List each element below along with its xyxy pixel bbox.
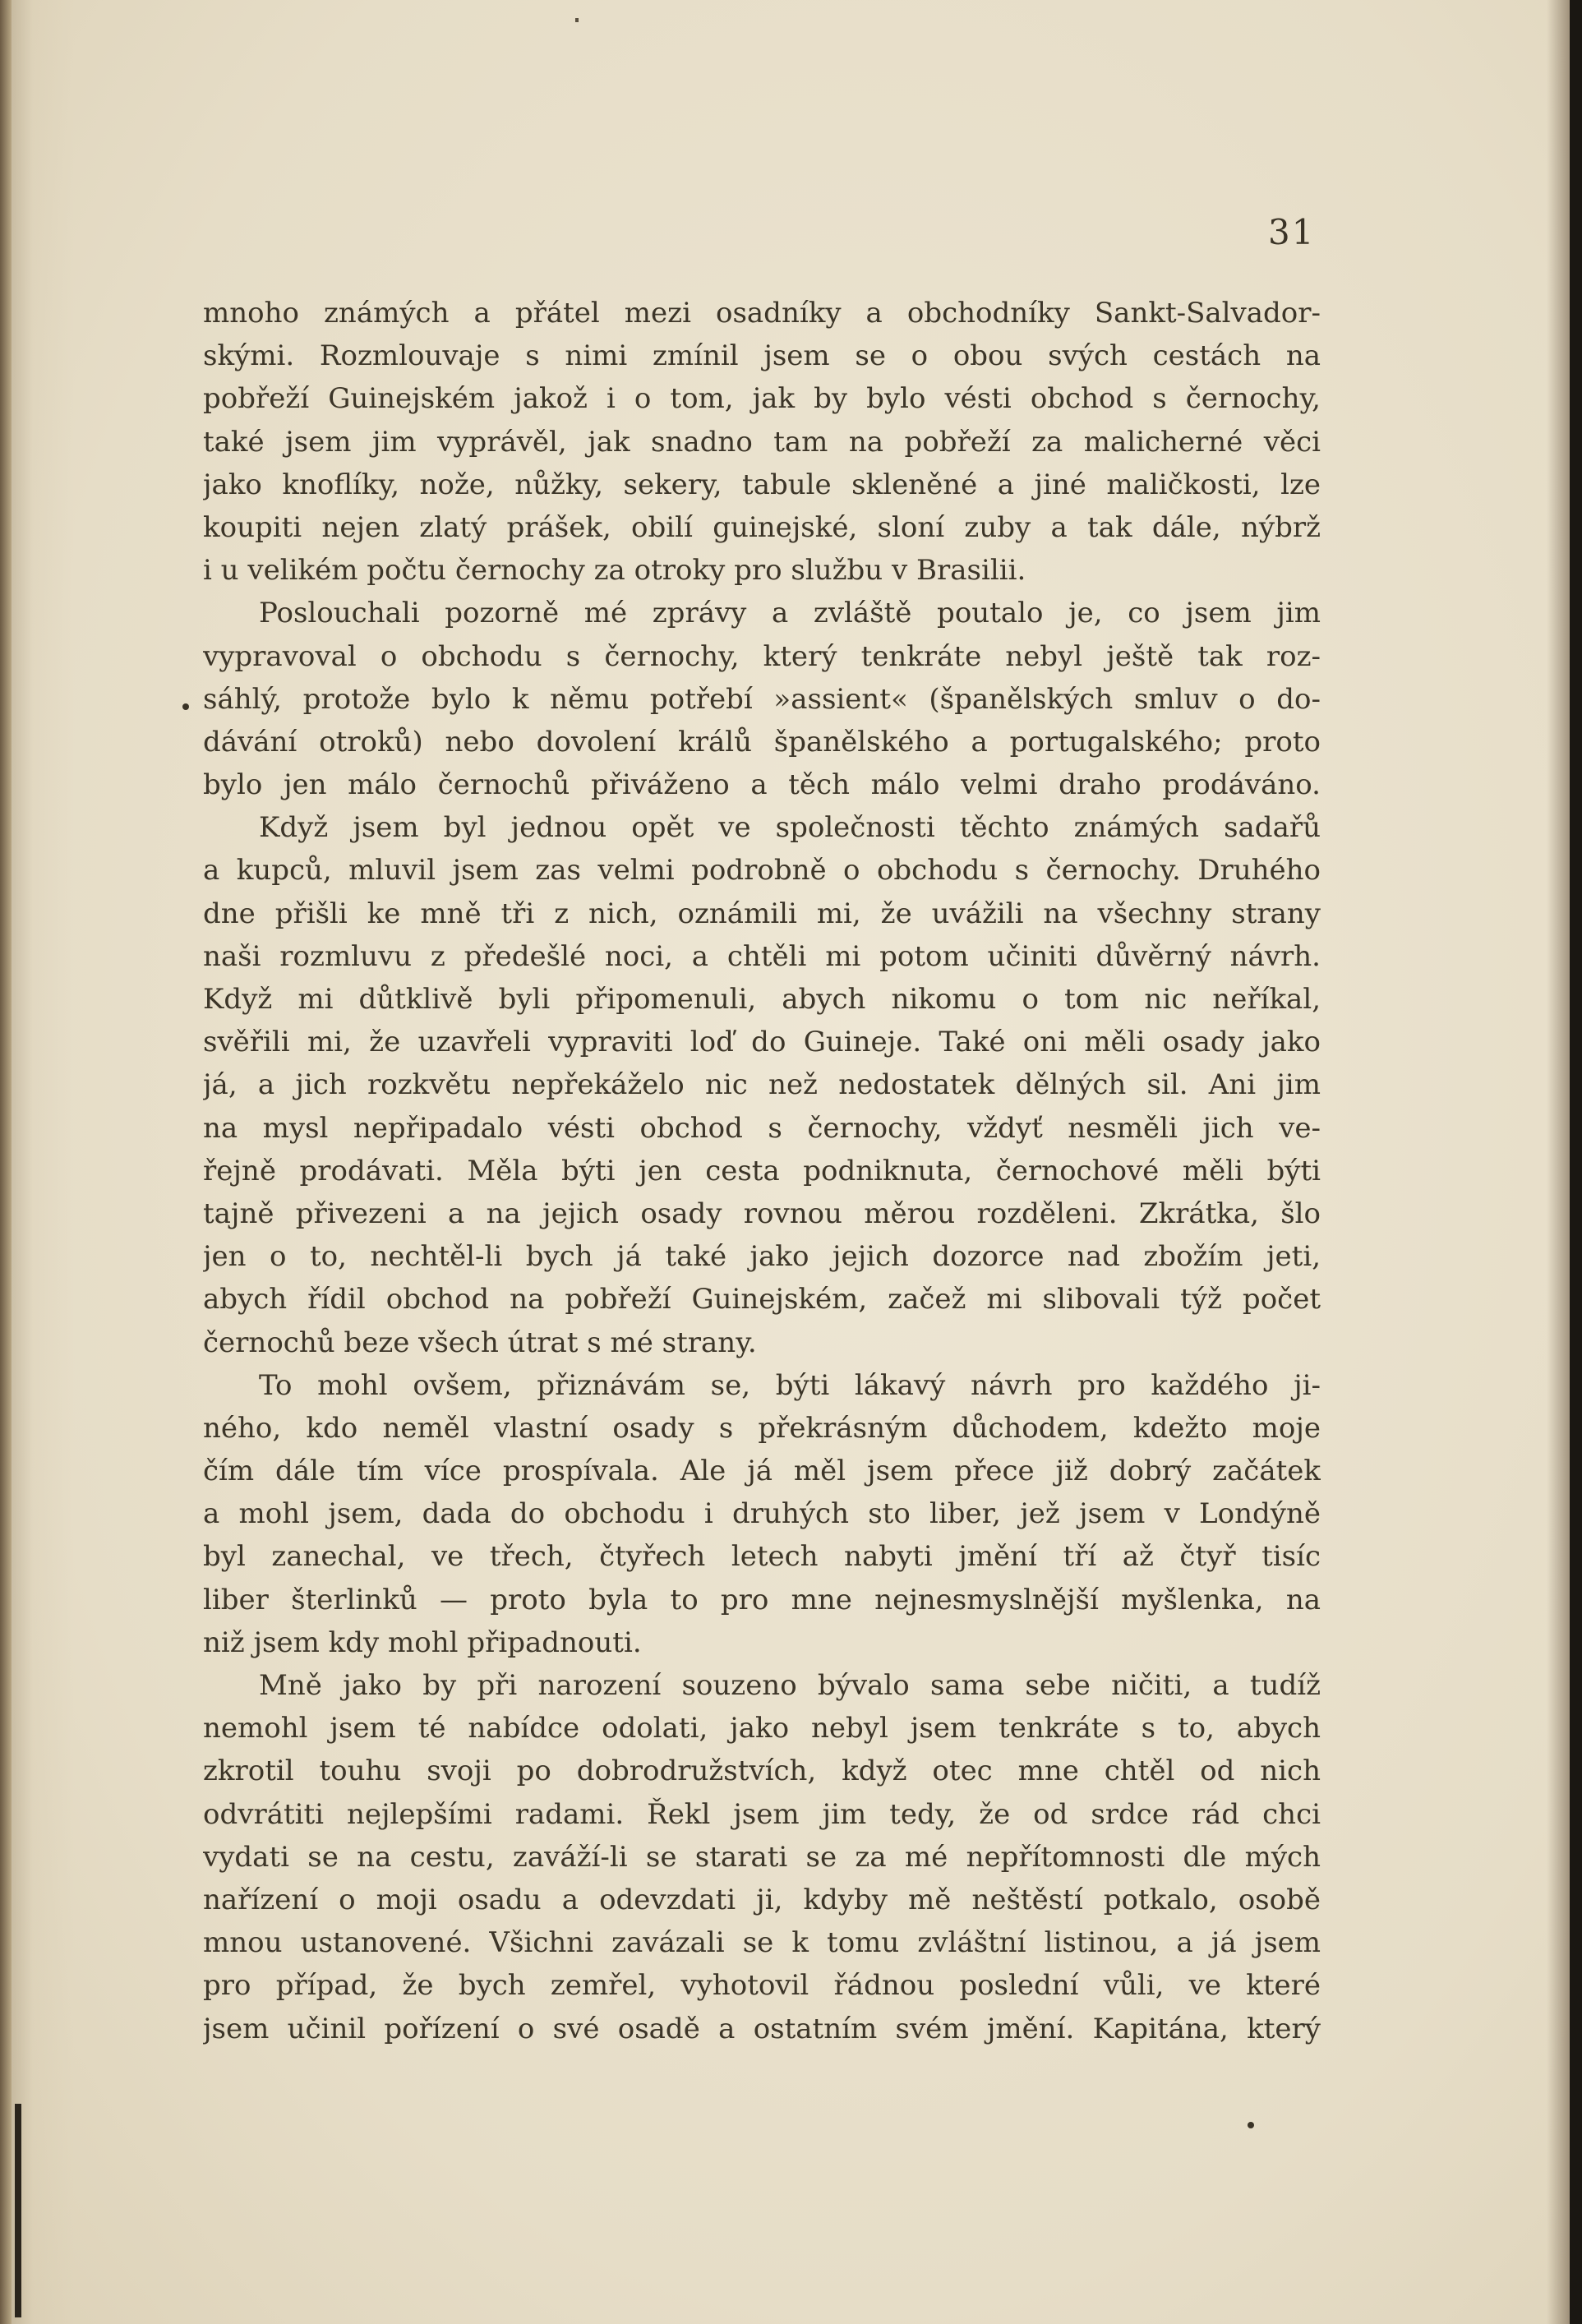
ink-speck xyxy=(182,703,189,710)
text-line: vypravoval o obchodu s černochy, který tenkráte nebyl ještě tak roz- xyxy=(203,639,1321,673)
text-line: černochů beze všech útrat s mé strany. xyxy=(203,1326,757,1359)
text-line: mnou ustanovené. Všichni zavázali se k tomu zvláštní listinou, a já jsem xyxy=(203,1926,1321,1960)
ink-speck xyxy=(1248,2122,1254,2128)
text-line: jen o to, nechtěl-li bych já také jako jejich dozorce nad zbožím jeti, xyxy=(203,1240,1321,1274)
text-line: nemohl jsem té nabídce odolati, jako nebyl jsem tenkráte s to, abych xyxy=(203,1712,1321,1745)
text-line: jsem učinil pořízení o své osadě a ostatním svém jmění. Kapitána, který xyxy=(203,2012,1321,2045)
text-line: zkrotil touhu svoji po dobrodružstvích, když otec mne chtěl od nich xyxy=(203,1755,1321,1788)
text-line: bylo jen málo černochů přiváženo a těch málo velmi draho prodáváno. xyxy=(203,768,1321,802)
text-line: Mně jako by při narození souzeno bývalo sama sebe ničiti, a tudíž xyxy=(259,1669,1321,1702)
text-line: pro případ, že bych zemřel, vyhotovil řádnou poslední vůli, ve které xyxy=(203,1969,1321,2003)
text-line: odvrátiti nejlepšími radami. Řekl jsem jim tedy, že od srdce rád chci xyxy=(203,1797,1321,1831)
text-line: sáhlý, protože bylo k němu potřebí »assient« (španělských smluv o do- xyxy=(203,682,1321,716)
text-line: dne přišli ke mně tři z nich, oznámili mi, že uvážili na všechny strany xyxy=(203,897,1321,930)
text-line: vydati se na cestu, zaváží-li se starati se za mé nepřítomnosti dle mých xyxy=(203,1840,1321,1874)
text-line: ného, kdo neměl vlastní osady s překrásným důchodem, kdežto moje xyxy=(203,1411,1321,1445)
print-speck xyxy=(575,18,579,22)
text-line: Když jsem byl jednou opět ve společnosti těchto známých sadařů xyxy=(259,811,1321,845)
text-line: koupiti nejen zlatý prášek, obilí guinejské, sloní zuby a tak dále, nýbrž xyxy=(203,510,1321,544)
text-line: i u velikém počtu černochy za otroky pro službu v Brasilii. xyxy=(203,554,1026,588)
text-line: abych řídil obchod na pobřeží Guinejském, začež mi slibovali týž počet xyxy=(203,1283,1321,1316)
text-line: já, a jich rozkvětu nepřekáželo nic než nedostatek dělných sil. Ani jim xyxy=(203,1068,1321,1102)
page-number: 31 xyxy=(1268,212,1316,252)
text-line: Poslouchali pozorně mé zprávy a zvláště poutalo je, co jsem jim xyxy=(259,597,1321,630)
text-line: naši rozmluvu z předešlé noci, a chtěli mi potom učiniti důvěrný návrh. xyxy=(203,939,1321,973)
binding-mark xyxy=(15,2104,21,2317)
text-line: čím dále tím více prospívala. Ale já měl jsem přece již dobrý začátek xyxy=(203,1455,1321,1488)
text-line: Když mi důtklivě byli připomenuli, abych nikomu o tom nic neříkal, xyxy=(203,983,1321,1016)
text-line: niž jsem kdy mohl připadnouti. xyxy=(203,1625,642,1659)
text-line: mnoho známých a přátel mezi osadníky a obchodníky Sankt-Salvador- xyxy=(203,297,1321,330)
text-line: To mohl ovšem, přiznávám se, býti lákavý návrh pro každého ji- xyxy=(259,1368,1321,1402)
text-line: řejně prodávati. Měla býti jen cesta podniknuta, černochové měli býti xyxy=(203,1154,1321,1187)
binding-edge xyxy=(0,0,12,2324)
text-line: a kupců, mluvil jsem zas velmi podrobně o obchodu s černochy. Druhého xyxy=(203,854,1321,888)
text-line: liber šterlinků — proto byla to pro mne nejnesmyslnější myšlenka, na xyxy=(203,1583,1321,1616)
text-line: pobřeží Guinejském jakož i o tom, jak by bylo vésti obchod s černochy, xyxy=(203,382,1321,416)
text-line: také jsem jim vyprávěl, jak snadno tam na pobřeží za malicherné věci xyxy=(203,425,1321,459)
text-line: skými. Rozmlouvaje s nimi zmínil jsem se o obou svých cestách na xyxy=(203,339,1321,373)
text-line: byl zanechal, ve třech, čtyřech letech nabyti jmění tří až čtyř tisíc xyxy=(203,1540,1321,1574)
body-text xyxy=(203,292,1321,2050)
text-line: a mohl jsem, dada do obchodu i druhých sto liber, jež jsem v Londýně xyxy=(203,1497,1321,1531)
text-line: nařízení o moji osadu a odevzdati ji, kdyby mě neštěstí potkalo, osobě xyxy=(203,1883,1321,1916)
text-line: tajně přivezeni a na jejich osady rovnou měrou rozděleni. Zkrátka, šlo xyxy=(203,1197,1321,1230)
text-line: dávání otroků) nebo dovolení králů španělského a portugalského; proto xyxy=(203,725,1321,759)
text-line: jako knoflíky, nože, nůžky, sekery, tabule skleněné a jiné maličkosti, lze xyxy=(203,468,1321,501)
text-line: svěřili mi, že uzavřeli vypraviti loď do Guineje. Také oni měli osady jako xyxy=(203,1026,1321,1059)
text-line: na mysl nepřipadalo vésti obchod s černochy, vždyť nesměli jich ve- xyxy=(203,1111,1321,1145)
